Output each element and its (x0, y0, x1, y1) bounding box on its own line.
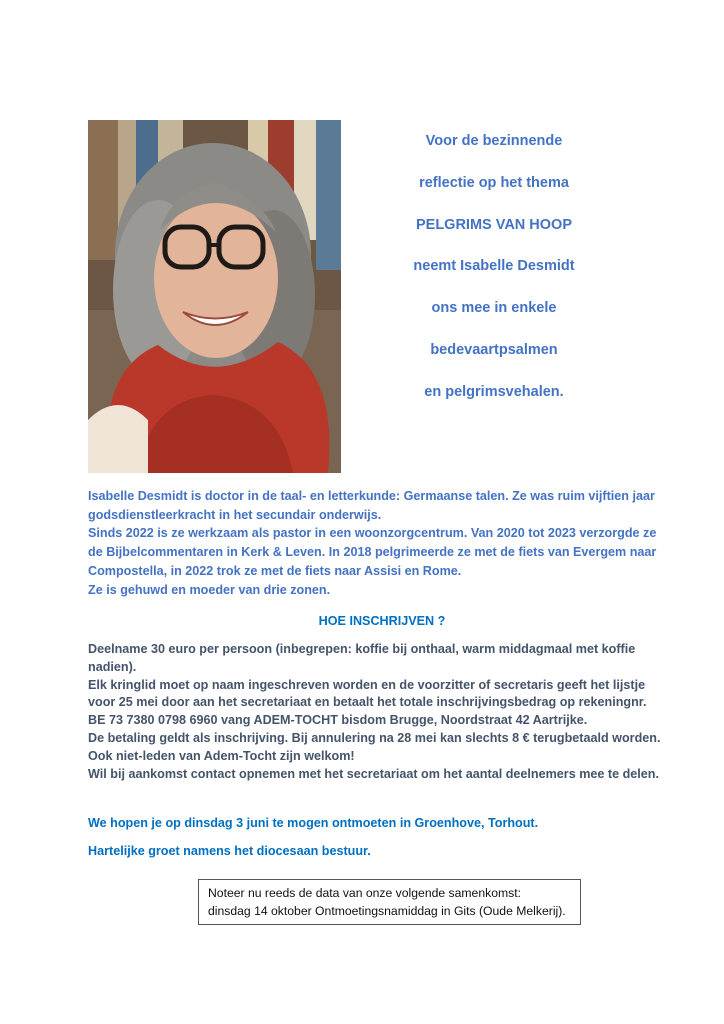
registration-line: Elk kringlid moet op naam ingeschreven worden en de voorzitter of secretaris geeft het lijstje (88, 677, 646, 692)
notice-line: Noteer nu reeds de data van onze volgende samenkomst: (208, 886, 522, 900)
bio-line: godsdienstleerkracht in het secundair onderwijs. (88, 507, 382, 522)
intro-line: reflectie op het thema (419, 174, 569, 191)
bio-line: Sinds 2022 is ze werkzaam als pastor in een woonzorgcentrum. Van 2020 tot 2023 verzorgde ze (88, 526, 657, 541)
meeting-invitation: We hopen je op dinsdag 3 juni te mogen ontmoeten in Groenhove, Torhout. (88, 816, 539, 830)
next-meeting-notice (198, 879, 581, 925)
portrait-photo (88, 120, 341, 473)
intro-line: neemt Isabelle Desmidt (413, 258, 575, 275)
intro-line: en pelgrimsvehalen. (424, 383, 564, 400)
registration-heading: HOE INSCHRIJVEN ? (318, 614, 446, 628)
intro-line: bedevaartpsalmen (430, 341, 558, 358)
registration-info (88, 641, 688, 783)
notice-line: dinsdag 14 oktober Ontmoetingsnamiddag in Gits (Oude Melkerij). (208, 904, 566, 918)
board-greeting: Hartelijke groet namens het diocesaan bestuur. (88, 844, 371, 858)
registration-line: De betaling geldt als inschrijving. Bij annulering na 28 mei kan slechts 8 € terugbetaald worden. (88, 730, 661, 745)
intro-line: ons mee in enkele (431, 300, 557, 317)
bio-paragraph (88, 487, 688, 599)
registration-line: voor 25 mei door aan het secretariaat en betaalt het totale inschrijvingsbedrag op rekeningnr. (88, 695, 647, 710)
registration-line: Wil bij aankomst contact opnemen met het secretariaat om het aantal deelnemers mee te delen. (88, 766, 659, 781)
bio-line: Isabelle Desmidt is doctor in de taal- en letterkunde: Germaanse talen. Ze was ruim vijftien jaar (88, 489, 655, 503)
bio-line: de Bijbelcommentaren in Kerk & Leven. In 2018 pelgrimeerde ze met de fiets van Evergem naar (88, 545, 657, 560)
portrait-photo-icon (88, 120, 341, 473)
intro-text (365, 131, 623, 424)
registration-line: nadien). (88, 659, 137, 674)
bio-line: Ze is gehuwd en moeder van drie zonen. (88, 582, 331, 597)
registration-line: BE 73 7380 0798 6960 vang ADEM-TOCHT bisdom Brugge, Noordstraat 42 Aartrijke. (88, 713, 588, 728)
intro-line: Voor de bezinnende (425, 133, 563, 149)
bio-line: Compostella, in 2022 trok ze met de fiets naar Assisi en Rome. (88, 563, 462, 578)
registration-line: Ook niet-leden van Adem-Tocht zijn welkom! (88, 748, 355, 763)
intro-line-theme: PELGRIMS VAN HOOP (415, 216, 573, 233)
registration-line: Deelname 30 euro per persoon (inbegrepen: koffie bij onthaal, warm middagmaal met koffie (88, 642, 636, 656)
